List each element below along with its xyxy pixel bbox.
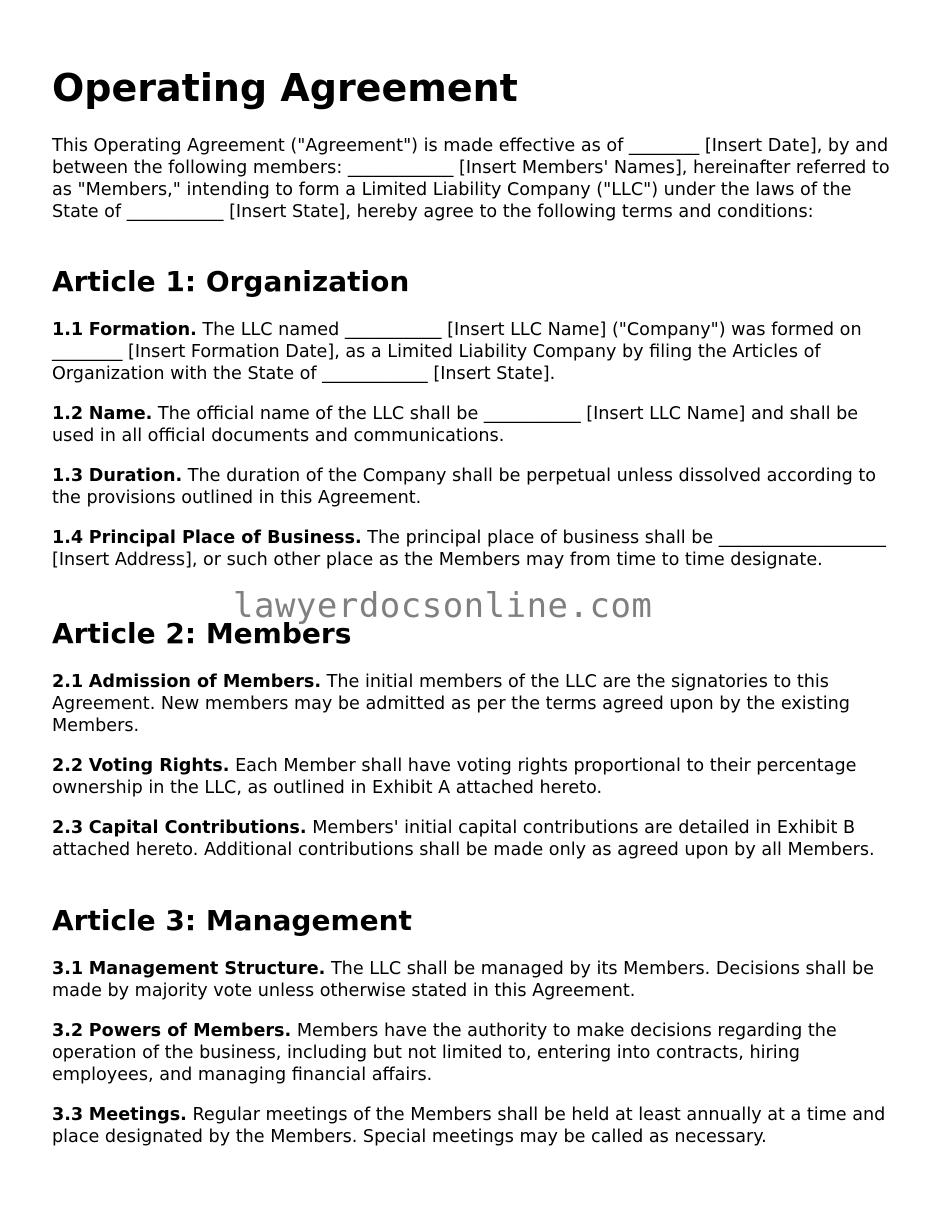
- clause-3-2: [52, 1020, 892, 1086]
- clause-text: The principal place of business shall be ___________________ [Insert Address], or such other place as the Members may from time to time designate.: [52, 528, 886, 570]
- clause-text: Each Member shall have voting rights proportional to their percentage ownership in the LLC, as outlined in Exhibit A attached hereto.: [52, 756, 857, 798]
- article-3: [52, 904, 892, 1148]
- clause-text: The duration of the Company shall be perpetual unless dissolved according to the provisions outlined in this Agreement.: [52, 466, 877, 508]
- clause-number: 1.1: [52, 320, 84, 340]
- article-heading: Article 2: Members: [52, 617, 352, 650]
- clause-number: 1.4: [52, 528, 84, 548]
- clause-number: 2.2: [52, 756, 84, 776]
- clause-text: Members have the authority to make decisions regarding the operation of the business, including but not limited to, entering into contracts, hiring employees, and managing financial affairs.: [52, 1021, 837, 1085]
- clause-number: 3.1: [52, 959, 84, 979]
- clause-title: Principal Place of Business.: [88, 528, 362, 548]
- clause-text: Members' initial capital contributions are detailed in Exhibit B attached hereto. Additional contributions shall be made only as agreed upon by all Members.: [52, 818, 875, 860]
- clause-title: Powers of Members.: [88, 1021, 292, 1041]
- clause-number: 2.1: [52, 672, 84, 692]
- clause-text: Regular meetings of the Members shall be held at least annually at a time and place designated by the Members. Special meetings may be called as necessary.: [52, 1105, 886, 1147]
- article-heading: Article 3: Management: [52, 904, 412, 937]
- clause-title: Formation.: [88, 320, 197, 340]
- clause-title: Management Structure.: [88, 959, 326, 979]
- document-title: Operating Agreement: [52, 66, 518, 110]
- clause-1-4: [52, 527, 892, 571]
- clause-1-3: [52, 465, 892, 509]
- clause-number: 3.2: [52, 1021, 84, 1041]
- clause-2-3: [52, 817, 892, 861]
- clause-text: The official name of the LLC shall be ___________ [Insert LLC Name] and shall be used in all official documents and communications.: [52, 404, 859, 446]
- clause-title: Voting Rights.: [88, 756, 230, 776]
- clause-3-1: [52, 958, 892, 1002]
- watermark-text: lawyerdocsonline.com: [233, 586, 653, 626]
- clause-title: Name.: [88, 404, 153, 424]
- clause-text: The LLC named ___________ [Insert LLC Name] ("Company") was formed on ________ [Insert Formation Date], as a Limited Liability Company by filing the Articles of Organization with the State of ____________ [Insert State].: [52, 320, 862, 384]
- clause-3-3: [52, 1104, 892, 1148]
- clause-2-2: [52, 755, 892, 799]
- clause-title: Meetings.: [88, 1105, 187, 1125]
- clause-title: Admission of Members.: [88, 672, 322, 692]
- clause-number: 2.3: [52, 818, 84, 838]
- clause-title: Duration.: [88, 466, 183, 486]
- clause-text: The LLC shall be managed by its Members. Decisions shall be made by majority vote unless otherwise stated in this Agreement.: [52, 959, 874, 1001]
- clause-2-1: [52, 671, 892, 737]
- clause-number: 3.3: [52, 1105, 84, 1125]
- article-heading: Article 1: Organization: [52, 265, 410, 298]
- intro-paragraph: This Operating Agreement ("Agreement") is made effective as of ________ [Insert Date], by and between the following members: ____________ [Insert Members' Names], hereinafter referred to as "Members," intending to form a Limited Liability Company ("LLC") under the laws of the State of ___________ [Insert State], hereby agree to the following terms and conditions:: [52, 136, 890, 222]
- clause-text: The initial members of the LLC are the signatories to this Agreement. New members may be admitted as per the terms agreed upon by the existing Members.: [52, 672, 850, 736]
- clause-number: 1.2: [52, 404, 84, 424]
- clause-1-1: [52, 319, 892, 385]
- article-1: [52, 265, 892, 571]
- article-2: [52, 617, 892, 861]
- clause-1-2: [52, 403, 892, 447]
- clause-title: Capital Contributions.: [88, 818, 307, 838]
- clause-number: 1.3: [52, 466, 84, 486]
